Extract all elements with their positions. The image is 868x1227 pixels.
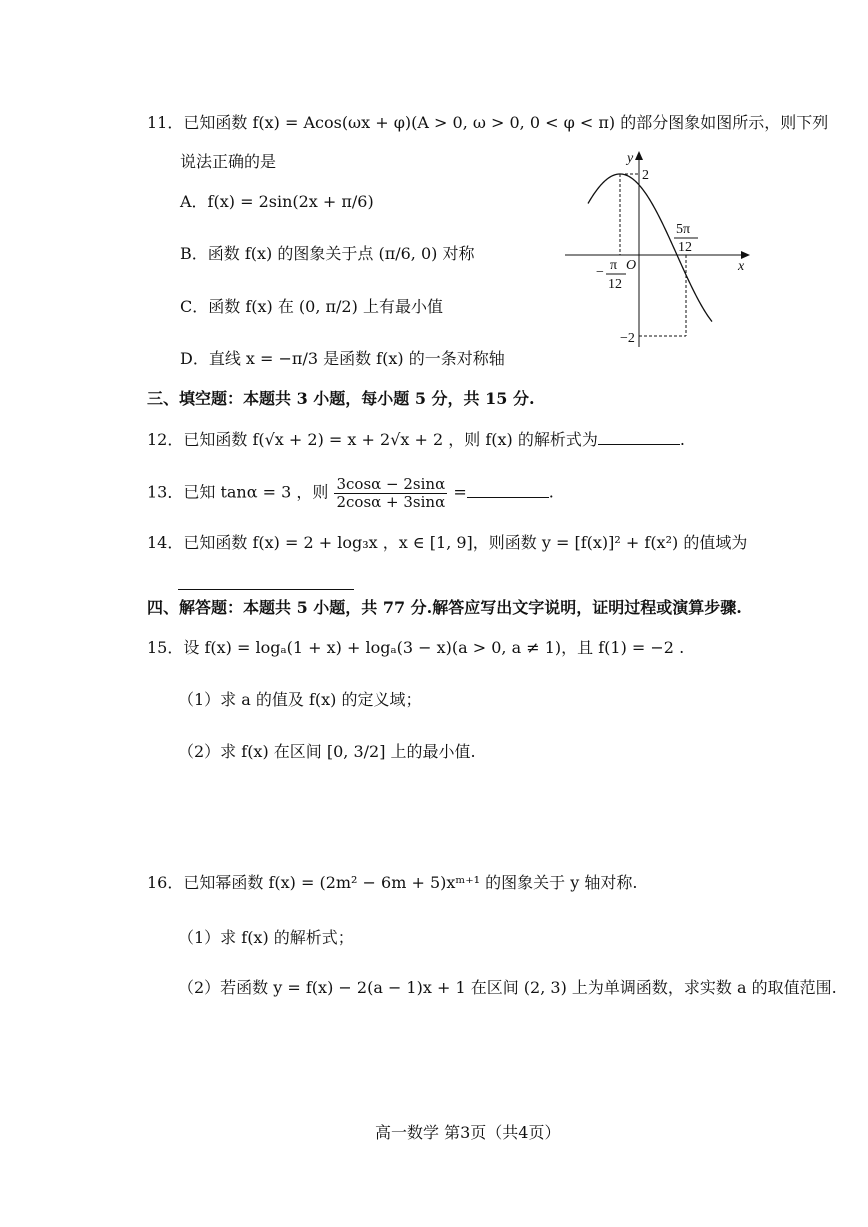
q13-line bbox=[147, 476, 554, 510]
q15-part1: （1）求 a 的值及 f(x) 的定义域； bbox=[178, 690, 422, 709]
q16-stem: 16．已知幂函数 f(x) = (2m² − 6m + 5)xᵐ⁺¹ 的图象关于 y 轴对称. bbox=[147, 873, 638, 892]
y-min-label: −2 bbox=[620, 331, 635, 346]
page-footer: 高一数学 第3页（共4页） bbox=[375, 1123, 561, 1142]
q14-answer-blank bbox=[178, 589, 354, 590]
q11-option-a: A．f(x) = 2sin(2x + π/6) bbox=[180, 192, 374, 211]
q13-denominator: 2cosα + 3sinα bbox=[336, 492, 446, 511]
x-right-den: 12 bbox=[678, 240, 692, 255]
q11-option-d: D．直线 x = −π/3 是函数 f(x) 的一条对称轴 bbox=[180, 349, 505, 368]
q13-text: 13．已知 tanα = 3 ，则 bbox=[147, 482, 329, 502]
q12-answer-blank bbox=[598, 430, 680, 445]
x-axis-arrow-icon bbox=[741, 251, 750, 259]
q15-stem: 15．设 f(x) = logₐ(1 + x) + logₐ(3 − x)(a > 0, a ≠ 1)，且 f(1) = −2 . bbox=[147, 638, 685, 657]
q12-period: . bbox=[679, 430, 685, 449]
q12-text: 12．已知函数 f(√x + 2) = x + 2√x + 2 ，则 f(x) 的解析式为 bbox=[147, 430, 598, 449]
x-left-den: 12 bbox=[608, 277, 622, 292]
q12-line bbox=[147, 430, 685, 449]
q11-option-c: C．函数 f(x) 在 (0, π/2) 上有最小值 bbox=[180, 297, 443, 316]
y-axis-arrow-icon bbox=[635, 151, 643, 160]
sine-curve bbox=[588, 174, 712, 322]
y-axis-label: y bbox=[627, 151, 634, 166]
q16-part1: （1）求 f(x) 的解析式； bbox=[178, 928, 354, 947]
q13-equals: = bbox=[453, 482, 467, 502]
sine-graph bbox=[560, 147, 760, 357]
q13-period: . bbox=[548, 482, 554, 502]
q14-text: 14．已知函数 f(x) = 2 + log₃x ，x ∈ [1, 9]，则函数 y = [f(x)]² + f(x²) 的值域为 bbox=[147, 533, 748, 552]
x-left-num: π bbox=[610, 258, 618, 273]
q13-numerator: 3cosα − 2sinα bbox=[336, 475, 446, 493]
q11-stem-line2: 说法正确的是 bbox=[180, 152, 277, 171]
q13-fraction bbox=[334, 476, 447, 510]
y-max-label: 2 bbox=[642, 168, 649, 183]
q11-option-b: B．函数 f(x) 的图象关于点 (π/6, 0) 对称 bbox=[180, 244, 475, 263]
x-right-num: 5π bbox=[676, 222, 691, 237]
x-axis-label: x bbox=[738, 259, 745, 274]
q16-part2: （2）若函数 y = f(x) − 2(a − 1)x + 1 在区间 (2, 3) 上为单调函数，求实数 a 的取值范围. bbox=[178, 978, 837, 997]
origin-label: O bbox=[626, 258, 637, 273]
q13-answer-blank bbox=[467, 483, 549, 498]
q11-stem-line1: 11．已知函数 f(x) = Acos(ωx + φ)(A > 0, ω > 0, 0 < φ < π) 的部分图象如图所示，则下列 bbox=[147, 113, 829, 132]
section4-heading: 四、解答题：本题共 5 小题，共 77 分.解答应写出文字说明，证明过程或演算步骤. bbox=[147, 598, 742, 617]
q15-part2: （2）求 f(x) 在区间 [0, 3/2] 上的最小值. bbox=[178, 742, 476, 761]
section3-heading: 三、填空题：本题共 3 小题，每小题 5 分，共 15 分. bbox=[147, 389, 535, 408]
x-left-minus: − bbox=[596, 265, 604, 280]
